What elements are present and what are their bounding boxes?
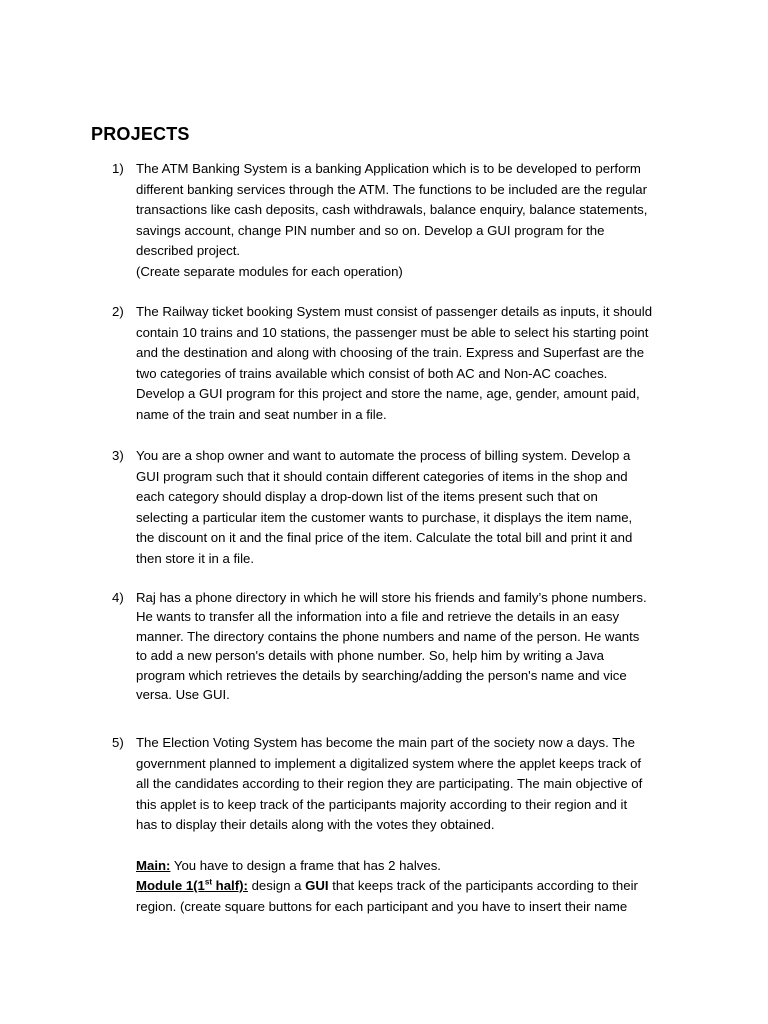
page-title: PROJECTS — [91, 124, 190, 144]
text-line: He wants to transfer all the information into a file and retrieve the details in an easy — [136, 609, 620, 625]
text-line: region. (create square buttons for each participant and you have to insert their name — [136, 898, 628, 914]
text-line: The ATM Banking System is a banking Application which is to be developed to perform — [136, 161, 641, 176]
text-line: has to display their details along with the votes they obtained. — [136, 817, 495, 832]
text-line: to add a new person's details with phone number. So, help him by writing a Java — [136, 648, 605, 664]
text-line: different banking services through the ATM. The functions to be included are the regular — [136, 181, 647, 197]
text-line: contain 10 trains and 10 stations, the passenger must be able to select his starting point — [136, 324, 649, 340]
text-line: The Election Voting System has become the main part of the society now a days. The — [136, 735, 635, 750]
item-number: 3) — [112, 448, 124, 463]
text-line: all the candidates according to their region they are participating. The main objective of — [136, 776, 643, 791]
item-body — [136, 302, 672, 425]
module-label-suffix: half): — [212, 878, 248, 893]
item-body — [136, 733, 672, 917]
text-line: government planned to implement a digitalized system where the applet keeps track of — [136, 755, 642, 771]
item-body — [136, 446, 672, 569]
main-line — [136, 856, 672, 877]
text-line: program which retrieves the details by searching/adding the person's name and vice — [136, 667, 627, 683]
list-item-3 — [112, 446, 672, 569]
text-line: GUI program such that it should contain different categories of items in the shop and — [136, 468, 628, 484]
module-text-gui: GUI — [305, 878, 329, 893]
list-item-1 — [112, 159, 672, 282]
module-text-a: design a — [247, 878, 306, 893]
text-line: You are a shop owner and want to automate the process of billing system. Develop a — [136, 448, 631, 463]
text-line: savings account, change PIN number and so on. Develop a GUI program for the — [136, 222, 605, 238]
module-label — [136, 878, 248, 893]
text-line: selecting a particular item the customer wants to purchase, it displays the item name, — [136, 509, 633, 525]
item-number: 1) — [112, 161, 124, 176]
text-line: and the destination and along with choosing of the train. Express and Superfast are the — [136, 345, 645, 360]
item-number: 2) — [112, 304, 124, 319]
item-number: 5) — [112, 735, 124, 750]
list-item-4 — [112, 588, 672, 704]
module-label-sup: st — [204, 877, 212, 887]
text-line: transactions like cash deposits, cash withdrawals, balance enquiry, balance statements, — [136, 202, 648, 217]
text-line: The Railway ticket booking System must consist of passenger details as inputs, it should — [136, 304, 653, 319]
text-line: Raj has a phone directory in which he will store his friends and family’s phone numbers. — [136, 590, 647, 605]
list-item-5 — [112, 733, 672, 917]
module-label-prefix: Module 1(1 — [136, 878, 205, 893]
text-line: (Create separate modules for each operation) — [136, 263, 403, 279]
text-line: two categories of trains available which consist of both AC and Non-AC coaches. — [136, 365, 608, 381]
module-text-b: that keeps track of the participants according to their — [328, 878, 638, 893]
main-text: You have to design a frame that has 2 halves. — [170, 857, 441, 873]
item-number: 4) — [112, 590, 124, 605]
paragraph-gap — [136, 836, 672, 856]
text-line: Develop a GUI program for this project and store the name, age, gender, amount paid, — [136, 386, 640, 401]
text-line: the discount on it and the final price of the item. Calculate the total bill and print it and — [136, 530, 633, 545]
list-item-2 — [112, 302, 672, 425]
text-line: described project. — [136, 243, 241, 258]
main-label: Main: — [136, 857, 171, 873]
item-body — [136, 159, 672, 282]
text-line: each category should display a drop-down list of the items present such that on — [136, 489, 598, 504]
text-line: then store it in a file. — [136, 550, 255, 566]
text-line: versa. Use GUI. — [136, 687, 230, 703]
text-line: name of the train and seat number in a file. — [136, 406, 387, 422]
item-body — [136, 588, 672, 704]
text-line: manner. The directory contains the phone numbers and name of the person. He wants — [136, 628, 640, 644]
module-line — [136, 876, 672, 897]
text-line: this applet is to keep track of the participants majority according to their region and it — [136, 796, 628, 812]
